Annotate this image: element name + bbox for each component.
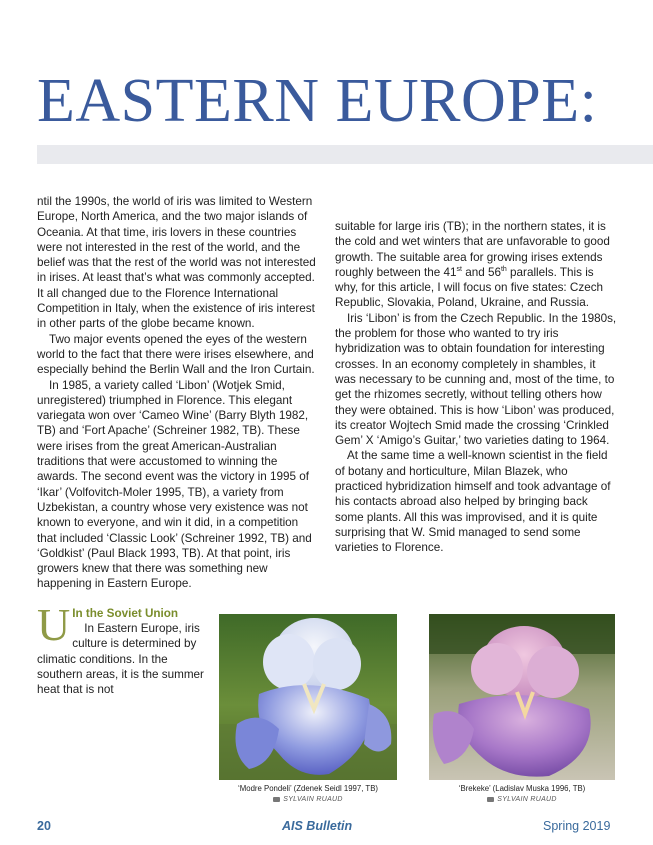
paragraph-text: parallels. This is why, for this article, I will focus on five states: Czech Republic, Slovakia, Poland, Ukraine, and Russia. — [335, 265, 604, 310]
camera-icon — [273, 797, 280, 802]
publication-name: AIS Bulletin — [282, 819, 353, 833]
page-number: 20 — [37, 819, 51, 833]
right-column — [335, 219, 617, 556]
paragraph: Two major events opened the eyes of the western world to the fact that there were irises elsewhere, and especially behind the Berlin Wall and the Iron Curtain. — [37, 332, 315, 377]
iris-pink-violet-image — [429, 614, 615, 780]
paragraph-text: and 56 — [461, 265, 501, 279]
section-heading: In the Soviet Union — [72, 606, 179, 620]
paragraph: In Eastern Europe, iris culture is determined by climatic conditions. In the southern areas, it is the summer heat that is not — [37, 622, 204, 697]
iris-photo-modre-pondeli — [219, 614, 397, 780]
photo-credit-text: SYLVAIN RUAUD — [283, 796, 343, 803]
superscript: st — [456, 266, 462, 273]
superscript: th — [500, 266, 507, 273]
iris-photo-brekeke — [429, 614, 615, 780]
paragraph-text: suitable for large iris (TB); in the northern states, it is the cold and wet winters that are unfavorable to good growth. The suitable area for growing irises extends roughly between the 41 — [335, 220, 610, 279]
paragraph-text: In 1985, a variety called ‘Libon’ (Wotjek Smid, unregistered) triumphed in Florence. This elegant variegata won over ‘Cameo Wine’ (Barry Blyth 1982, TB) and ‘Fort Apache’ (Schreiner 1982, TB). These were irises from the great American-Australian traditions that were accustomed to winning the awards. The second event was the victory in 1995 of ‘Ikar’ (Volfovitch-Moler 1995, TB), a variety from Uzbekistan, a country whose very existence was not known to everyone, and win it did, in a competition that included ‘Classic Look’ (Schreiner 1992, TB) and ‘Goldkist’ (Paul Black 1993, TB). At that point, iris growers knew that there was something new happening in Eastern Europe. — [37, 378, 312, 591]
photo-credit — [219, 795, 397, 804]
title-band — [37, 145, 653, 164]
paragraph: At the same time a well-known scientist in the field of botany and horticulture, Milan Blazek, who practiced hybridization himself and took advantage of his contacts abroad also helped by bringing back some plants. All this was improvised, and it is quite surprising that W. Smid managed to send some varieties to Florence. — [335, 449, 611, 555]
paragraph — [335, 219, 617, 311]
photo-credit-text: SYLVAIN RUAUD — [497, 796, 557, 803]
drop-cap: U — [37, 599, 71, 650]
article-title: EASTERN EUROPE: — [37, 67, 598, 135]
iris-blue-white-image — [219, 614, 397, 780]
paragraph — [37, 378, 318, 592]
paragraph-text: ntil the 1990s, the world of iris was limited to Western Europe, North America, and the two major islands of Oceania. At that time, iris lovers in these countries were not interested in the rest of the world, and the belief was that the rest of the world was not interested in irises. At least that’s what was commonly accepted. It all changed due to the Florence International Competition in Italy, when the existence of iris interest in other parts of the globe became known. — [37, 195, 316, 331]
photo-credit — [429, 795, 615, 804]
paragraph: Iris ‘Libon’ is from the Czech Republic. In the 1980s, the problem for those who wanted to try iris hybridization was to obtain foundation for interesting crosses. In an economy completely in shambles, it was necessary to be cunning and, most of the time, to get the rhizomes secretly, without telling others how they were obtained. This is how ‘Libon’ was produced, its creator Wojtech Smid made the crossing ‘Crinkled Gem’ X ‘Amigo’s Guitar,’ two varieties dating to 1964. — [335, 311, 617, 448]
photo-caption: ‘Brekeke’ (Ladislav Muska 1996, TB) — [458, 784, 586, 793]
camera-icon — [487, 797, 494, 802]
photo-caption: ‘Modre Pondeli’ (Zdenek Seidl 1997, TB) — [238, 784, 378, 793]
issue-date: Spring 2019 — [543, 819, 611, 833]
